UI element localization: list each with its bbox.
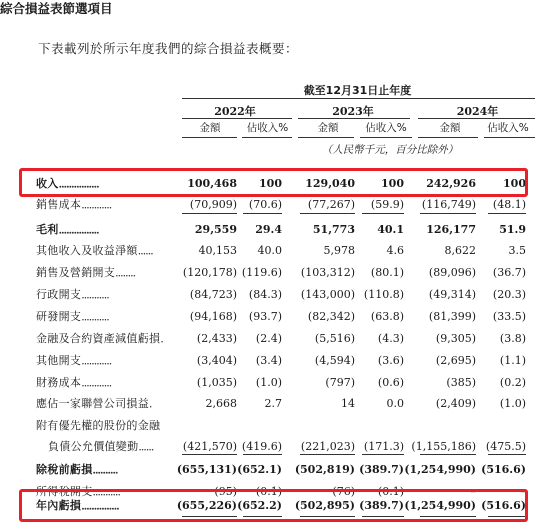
amount-cell: (655,131) <box>176 463 237 476</box>
percent-cell: (119.6) <box>241 266 282 279</box>
row-label <box>36 240 158 262</box>
percent-cell: – <box>520 485 526 498</box>
percent-cell: (3.8) <box>499 332 526 345</box>
amount-cell: 2,668 <box>205 397 237 410</box>
amount-cell: 14 <box>341 397 355 410</box>
highlight-revenue-box <box>19 168 528 197</box>
amount-cell: 242,926 <box>426 177 476 190</box>
amount-cell: (116,749) <box>421 198 476 211</box>
amount-cell: 126,177 <box>426 223 476 236</box>
percent-cell: 100 <box>503 177 526 190</box>
percent-cell: 40.0 <box>257 244 282 257</box>
percent-cell: (0.2) <box>499 376 526 389</box>
highlight-loss-box <box>19 489 528 522</box>
amount-cell: (9,305) <box>435 332 476 345</box>
row-label <box>36 393 157 415</box>
leader-dots: ．．．．．．．．．．． <box>81 310 115 323</box>
amount-cell: (95) <box>214 485 237 498</box>
leader-dots: ．．．．．．．．．．．． <box>81 198 117 211</box>
row-label <box>36 328 168 350</box>
percent-cell: (1.0) <box>255 376 282 389</box>
section-title: 綜合損益表節選項目 <box>0 1 113 16</box>
amount-cell: (502,819) <box>294 463 355 476</box>
amount-cell: (94,168) <box>189 310 237 323</box>
leader-dots: ．．．．．．．．．．．． <box>81 376 117 389</box>
percent-cell: 3.5 <box>508 244 526 257</box>
amount-cell: (385) <box>446 376 476 389</box>
subtotal-rule <box>362 213 404 214</box>
row-label <box>36 219 104 241</box>
row-label <box>36 459 123 481</box>
leader-dots: ．．．．．．．．．．． <box>81 288 115 301</box>
percent-cell: (93.7) <box>248 310 282 323</box>
subtotal-rule <box>182 213 237 214</box>
subtotal-rule <box>362 454 404 455</box>
col-pct-2022: 佔收入% <box>246 122 289 134</box>
subtotal-rule <box>300 213 355 214</box>
row-label <box>36 306 114 328</box>
percent-cell: (516.6) <box>481 499 526 512</box>
row-label <box>36 194 117 216</box>
table-row <box>0 350 550 372</box>
amount-cell: (89,096) <box>428 266 476 279</box>
percent-cell: 4.6 <box>386 244 404 257</box>
percent-cell: (48.1) <box>492 198 526 211</box>
amount-cell: (103,312) <box>300 266 355 279</box>
year-header-2023: 2023年 <box>332 105 374 118</box>
amount-cell: (120,178) <box>182 266 237 279</box>
subtotal-rule <box>243 454 282 455</box>
amount-cell: (70,909) <box>189 198 237 211</box>
subtotal-rule <box>300 454 355 455</box>
row-label <box>36 284 114 306</box>
row-label <box>36 372 117 394</box>
row-label-text: 銷售及營銷開支 <box>36 266 116 279</box>
amount-cell: (421,570) <box>182 440 237 453</box>
sub-rule-6 <box>484 137 535 138</box>
percent-cell: 100 <box>259 177 282 190</box>
table-row <box>0 306 550 328</box>
amount-cell: (143,000) <box>300 288 355 301</box>
percent-cell: (0.1) <box>377 485 404 498</box>
row-label-text: 行政開支 <box>36 288 82 301</box>
row-label-text: 年內虧損 <box>36 499 82 512</box>
unit-note: （人民幣千元，百分比除外） <box>321 144 459 156</box>
subtotal-rule <box>182 454 237 455</box>
col-amount-2022: 金額 <box>199 122 221 134</box>
row-label-text: 負債公允價值變動 <box>48 440 139 453</box>
percent-cell: 100 <box>381 177 404 190</box>
year-rule-2023 <box>298 118 410 119</box>
col-amount-2024: 金額 <box>439 122 461 134</box>
table-row <box>0 262 550 284</box>
amount-cell: 100,468 <box>187 177 237 190</box>
row-label-text: 毛利 <box>36 223 59 236</box>
percent-cell: (2.4) <box>255 332 282 345</box>
amount-cell: (221,023) <box>300 440 355 453</box>
percent-cell: 2.7 <box>264 397 282 410</box>
percent-cell: (3.4) <box>255 354 282 367</box>
amount-cell: 29,559 <box>194 223 237 236</box>
sub-rule-5 <box>418 137 478 138</box>
amount-cell: (2,433) <box>196 332 237 345</box>
percent-cell: (80.1) <box>370 266 404 279</box>
amount-cell: (5,516) <box>314 332 355 345</box>
row-label <box>36 262 141 284</box>
col-amount-2023: 金額 <box>317 122 339 134</box>
leader-dots: ．．．．．．．．．． <box>92 463 123 476</box>
percent-cell: (419.6) <box>241 440 282 453</box>
percent-cell: (84.3) <box>248 288 282 301</box>
intro-text: 下表載列於所示年度我們的綜合損益表概要： <box>38 41 299 56</box>
table-row <box>0 459 550 481</box>
percent-cell: (20.3) <box>492 288 526 301</box>
row-label-text: 所得稅開支 <box>36 485 93 498</box>
percent-cell: (4.3) <box>377 332 404 345</box>
row-label-text: 除稅前虧損 <box>36 463 93 476</box>
amount-cell: (4,594) <box>314 354 355 367</box>
amount-cell: (2,695) <box>435 354 476 367</box>
amount-cell: 8,622 <box>444 244 476 257</box>
leader-dots: ．．．．．．．．．．．．．．．． <box>58 223 105 236</box>
subtotal-rule <box>243 213 282 214</box>
percent-cell: (0.6) <box>377 376 404 389</box>
amount-cell: (1,035) <box>196 376 237 389</box>
sub-rule-4 <box>360 137 412 138</box>
subtotal-rule <box>488 213 526 214</box>
row-label-text: 收入 <box>36 177 59 190</box>
percent-cell: (389.7) <box>359 463 404 476</box>
row-label <box>36 350 117 372</box>
header-rule <box>182 98 535 99</box>
amount-cell: (3,404) <box>196 354 237 367</box>
amount-cell: (1,155,186) <box>411 440 476 453</box>
year-header-2024: 2024年 <box>456 105 499 118</box>
amount-cell: (502,895) <box>294 499 355 512</box>
percent-cell: (516.6) <box>481 463 526 476</box>
amount-cell: (2,409) <box>435 397 476 410</box>
percent-cell: (1.1) <box>499 354 526 367</box>
percent-cell: 29.4 <box>255 223 282 236</box>
percent-cell: (63.8) <box>370 310 404 323</box>
table-row <box>0 372 550 394</box>
amount-cell: (797) <box>325 376 355 389</box>
amount-cell: (655,226) <box>176 499 237 512</box>
amount-cell: (76) <box>332 485 355 498</box>
table-row <box>0 219 550 241</box>
amount-cell: (1,254,990) <box>404 463 476 476</box>
row-label-text: 研發開支 <box>36 310 82 323</box>
subtotal-rule <box>420 454 476 455</box>
amount-cell: 51,773 <box>312 223 355 236</box>
table-row <box>0 284 550 306</box>
sub-rule-2 <box>242 137 292 138</box>
table-row <box>0 240 550 262</box>
subtotal-rule <box>488 454 526 455</box>
subtotal-rule <box>420 213 476 214</box>
period-header: 截至12月31日止年度 <box>303 84 412 97</box>
col-pct-2024: 佔收入% <box>487 122 529 134</box>
percent-cell: (36.7) <box>492 266 526 279</box>
percent-cell: (110.8) <box>363 288 404 301</box>
year-rule-2024 <box>418 118 535 119</box>
percent-cell: (652.1) <box>237 463 282 476</box>
amount-cell: 129,040 <box>305 177 355 190</box>
year-rule-2022 <box>182 118 292 119</box>
amount-cell: (81,399) <box>428 310 476 323</box>
leader-dots: ．．．．．． <box>138 440 159 453</box>
percent-cell: (389.7) <box>359 499 404 512</box>
percent-cell: (3.6) <box>377 354 404 367</box>
amount-cell: (77,267) <box>307 198 355 211</box>
year-header-2022: 2022年 <box>214 105 256 118</box>
percent-cell: (652.2) <box>237 499 282 512</box>
percent-cell: (59.9) <box>370 198 404 211</box>
leader-dots: ．．．．．．．．．．．．．．． <box>81 499 125 512</box>
percent-cell: (33.5) <box>492 310 526 323</box>
percent-cell: 40.1 <box>377 223 404 236</box>
col-pct-2023: 佔收入% <box>365 122 407 134</box>
row-label <box>36 415 160 437</box>
sub-rule-1 <box>182 137 237 138</box>
row-label-text: 其他收入及收益淨額 <box>36 244 138 257</box>
percent-cell: (475.5) <box>485 440 526 453</box>
amount-cell: (49,314) <box>428 288 476 301</box>
leader-dots: ．．．．．．．．．．． <box>92 485 126 498</box>
row-label-text: 附有優先權的股份的金融 <box>36 419 161 432</box>
amount-cell: (1,254,990) <box>404 499 476 512</box>
row-label-text: 銷售成本 <box>36 198 82 211</box>
table-row <box>0 393 550 415</box>
row-label-text: 應佔一家聯營公司損益 <box>36 397 149 410</box>
table-row <box>0 415 550 437</box>
percent-cell: (1.0) <box>499 397 526 410</box>
leader-dots: ．．．．．． <box>137 244 159 257</box>
amount-cell: – <box>470 485 476 498</box>
percent-cell: (171.3) <box>363 440 404 453</box>
percent-cell: (0.1) <box>255 485 282 498</box>
row-label <box>48 436 159 458</box>
percent-cell: (70.6) <box>248 198 282 211</box>
leader-dots: ．．．．．．．．．．．．．．．． <box>58 177 105 190</box>
percent-cell: 0.0 <box>386 397 404 410</box>
amount-cell: (82,342) <box>307 310 355 323</box>
table-row <box>0 328 550 350</box>
leader-dots: ．．．．．．．．．．．． <box>81 354 117 367</box>
row-label-text: 其他開支 <box>36 354 82 367</box>
sub-rule-3 <box>298 137 354 138</box>
row-label-text: 財務成本 <box>36 376 82 389</box>
amount-cell: 40,153 <box>198 244 237 257</box>
amount-cell: (84,723) <box>189 288 237 301</box>
amount-cell: 5,978 <box>323 244 355 257</box>
percent-cell: 51.9 <box>499 223 526 236</box>
leader-dots: ．．．．．．．． <box>115 266 141 279</box>
row-label-text: 金融及合約資產減值虧損 <box>36 332 161 345</box>
leader-dots: ． <box>149 397 157 410</box>
leader-dots: ． <box>160 332 169 345</box>
